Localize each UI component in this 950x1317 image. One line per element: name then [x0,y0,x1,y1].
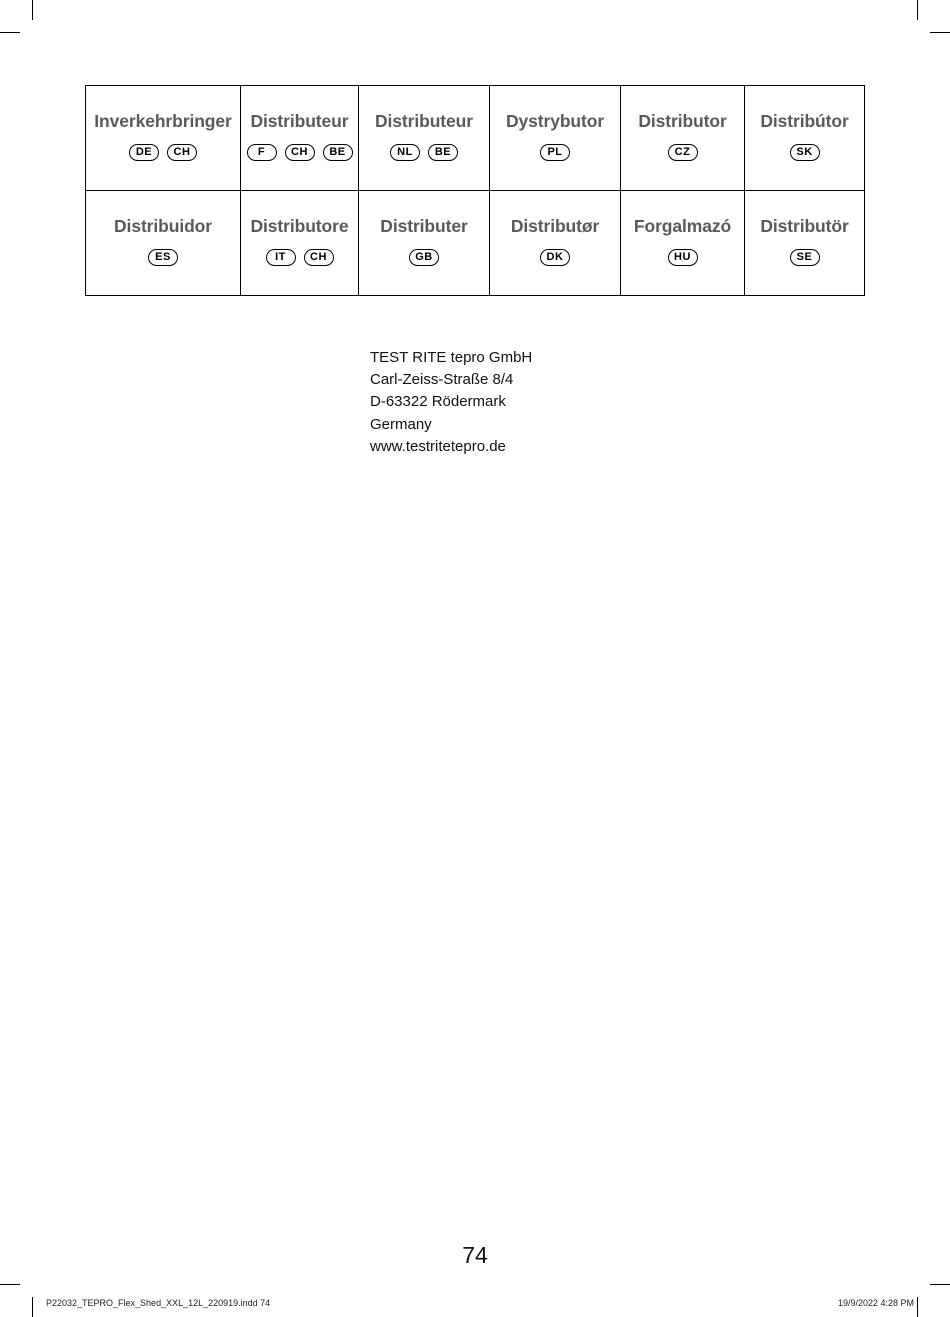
country-code-badge: BE [428,144,458,161]
slug-datetime: 19/9/2022 4:28 PM [837,1298,914,1308]
distributor-cell [359,191,490,296]
country-code-badge: ES [148,249,178,266]
country-code-badge: SK [790,144,820,161]
crop-mark [0,32,20,33]
crop-mark [917,1297,918,1317]
country-badges [241,249,358,266]
slug-file-info: P22032_TEPRO_Flex_Shed_XXL_12L_220919.indd 74 [46,1298,271,1308]
distributor-cell [86,86,241,191]
country-code-badge: CH [285,144,315,161]
distributor-title: Distributor [638,111,727,131]
country-badges [359,144,489,161]
crop-mark [930,32,950,33]
distributor-cell [745,191,865,296]
country-code-badge: BE [323,144,353,161]
distributor-title: Distributer [380,216,468,236]
country-badges [490,144,620,161]
country-code-badge: IT [266,249,296,266]
country-badges [621,144,744,161]
country-code-badge: GB [409,249,439,266]
address-block [370,347,532,458]
crop-mark [32,0,33,20]
company-name: TEST RITE tepro GmbH [370,349,533,366]
distributor-title: Distributore [250,216,349,236]
country-code-badge: F [247,144,277,161]
street-address: Carl-Zeiss-Straße 8/4 [370,371,514,389]
distributor-title: Distributør [510,216,600,236]
crop-mark [32,1297,33,1317]
country-badges [86,249,240,266]
distributor-table [85,85,865,296]
distributor-title: Distributör [760,216,849,236]
city-postcode: D-63322 Rödermark [370,393,506,411]
distributor-title: Distribútor [760,111,849,131]
website-link[interactable]: www.testritetepro.de [370,437,506,455]
distributor-title: Distributeur [375,111,473,131]
country-code-badge: CH [167,144,197,161]
country-code-badge: CH [304,249,334,266]
country-badges [621,249,744,266]
distributor-cell [621,191,745,296]
country-code-badge: HU [668,249,698,266]
country-code-badge: CZ [668,144,698,161]
distributor-cell [621,86,745,191]
country-badges [745,144,864,161]
distributor-cell [490,191,621,296]
country-code-badge: SE [790,249,820,266]
distributor-cell [490,86,621,191]
distributor-title: Distribuidor [114,216,212,236]
crop-mark [0,1284,20,1285]
country-badges [241,144,358,161]
country-code-badge: PL [540,144,570,161]
distributor-cell [745,86,865,191]
country-badges [359,249,489,266]
distributor-title: Dystrybutor [505,111,605,131]
country-code-badge: DE [129,144,159,161]
crop-mark [930,1284,950,1285]
table-row [86,191,865,296]
crop-mark [917,0,918,20]
table-row [86,86,865,191]
distributor-cell [86,191,241,296]
page-number: 74 [462,1242,488,1268]
distributor-title: Forgalmazó [633,216,732,236]
country: Germany [370,415,432,433]
distributor-title: Distributeur [250,111,349,131]
country-code-badge: DK [540,249,570,266]
distributor-title: Inverkehrbringer [94,111,232,131]
country-badges [745,249,864,266]
distributor-cell [241,191,359,296]
country-badges [86,144,240,161]
country-code-badge: NL [390,144,420,161]
country-badges [490,249,620,266]
distributor-cell [359,86,490,191]
distributor-cell [241,86,359,191]
